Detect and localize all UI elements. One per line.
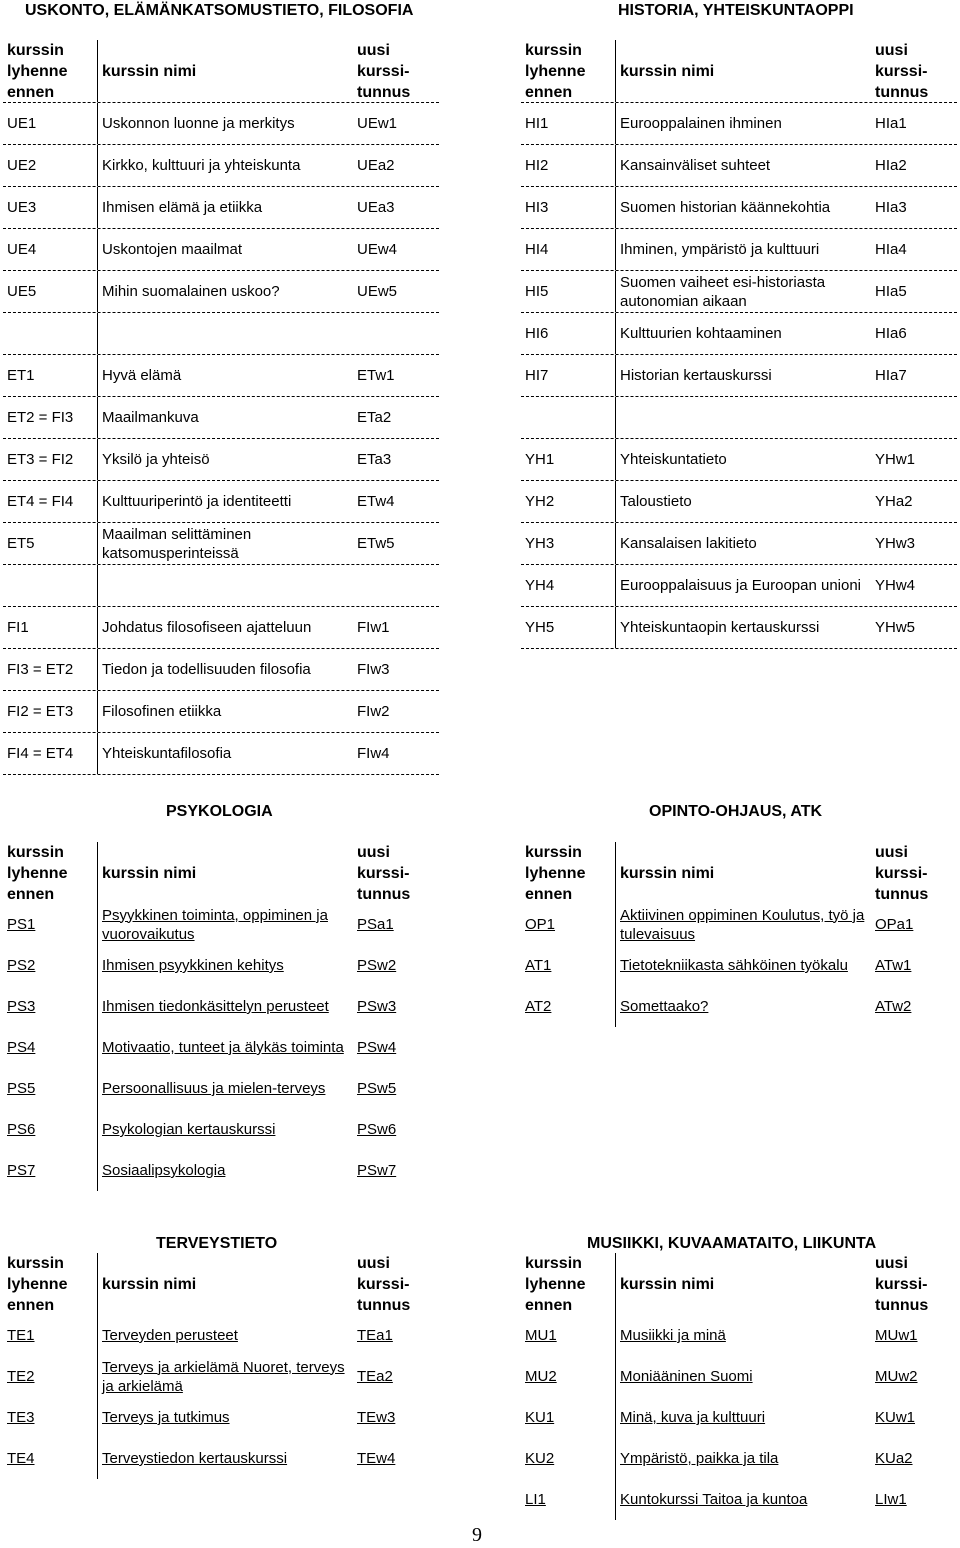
course-name: Kansainväliset suhteet (620, 157, 771, 174)
course-name: Tiedon ja todellisuuden filosofia (102, 661, 311, 678)
table-row (3, 1109, 439, 1150)
old-course-code: YH3 (525, 535, 555, 552)
old-course-code: YH1 (525, 451, 555, 468)
new-course-code: OPa1 (875, 916, 914, 933)
new-course-code: TEw3 (357, 1409, 396, 1426)
table-row (521, 523, 957, 565)
header-old-line: lyhenne (525, 1276, 586, 1293)
course-name: Terveyden perusteet (102, 1327, 238, 1344)
course-name: Yksilö ja yhteisö (102, 451, 210, 468)
table-row (3, 691, 439, 733)
header-old-line: ennen (7, 84, 55, 101)
header-old-line: kurssin (525, 42, 582, 59)
header-old-line: ennen (7, 886, 55, 903)
new-course-code: HIa6 (875, 325, 907, 342)
new-course-code: TEa2 (357, 1368, 393, 1385)
old-course-code: ET1 (7, 367, 35, 384)
section-title: USKONTO, ELÄMÄNKATSOMUSTIETO, FILOSOFIA (25, 2, 414, 19)
new-course-code: HIa3 (875, 199, 907, 216)
old-course-code: HI5 (525, 283, 549, 300)
new-course-code: PSw5 (357, 1080, 397, 1097)
new-course-code: ETa3 (357, 451, 392, 468)
course-name: Minä, kuva ja kulttuuri (620, 1409, 766, 1426)
table-row (521, 1479, 957, 1520)
section-title: HISTORIA, YHTEISKUNTAOPPI (618, 2, 854, 19)
header-old-line: kurssin (525, 844, 582, 861)
header-new-line: kurssi- (875, 1276, 928, 1293)
header-old-line: lyhenne (7, 865, 68, 882)
table-row (521, 439, 957, 481)
course-name: Eurooppalainen ihminen (620, 115, 782, 132)
table-row (521, 271, 957, 313)
header-new-line: kurssi- (357, 63, 410, 80)
table-row (521, 355, 957, 397)
header-old-line: lyhenne (525, 865, 586, 882)
old-course-code: KU1 (525, 1409, 555, 1426)
new-course-code: HIa4 (875, 241, 907, 258)
header-new-line: kurssi- (875, 63, 928, 80)
old-course-code: ET4 = FI4 (7, 493, 74, 510)
old-course-code: TE1 (7, 1327, 35, 1344)
header-old-code (525, 40, 585, 103)
header-old-line: ennen (7, 1297, 55, 1314)
new-course-code: TEa1 (357, 1327, 393, 1344)
old-course-code: UE3 (7, 199, 37, 216)
table-row (3, 649, 439, 691)
course-name: Yhteiskuntafilosofia (102, 745, 232, 762)
header-new-code (875, 842, 928, 905)
header-course-name: kurssin nimi (102, 865, 197, 882)
course-name: Ihmisen psyykkinen kehitys (102, 957, 284, 974)
old-course-code: UE2 (7, 157, 37, 174)
new-course-code: HIa1 (875, 115, 907, 132)
course-name: Kirkko, kulttuuri ja yhteiskunta (102, 157, 301, 174)
header-old-code (7, 40, 67, 103)
course-name: Moniääninen Suomi (620, 1368, 753, 1385)
header-old-code (7, 1253, 67, 1316)
course-name: Psyykkinen toiminta, oppiminen ja vuorovaikutus (102, 906, 328, 943)
header-new-code (357, 1253, 410, 1316)
table-row (521, 145, 957, 187)
table-row (3, 145, 439, 187)
new-course-code: KUa2 (875, 1450, 913, 1467)
old-course-code: HI3 (525, 199, 549, 216)
new-course-code: LIw1 (875, 1491, 907, 1508)
table-row (3, 481, 439, 523)
header-new-line: uusi (357, 844, 390, 861)
course-name: Filosofinen etiikka (102, 703, 222, 720)
table-row (521, 313, 957, 355)
table-row (521, 397, 957, 439)
course-name: Uskontojen maailmat (102, 241, 243, 258)
new-course-code: UEw5 (357, 283, 398, 300)
table-row (3, 904, 439, 945)
table-header (521, 1253, 957, 1315)
header-old-code (525, 842, 585, 905)
table-header (521, 842, 957, 904)
old-course-code: FI1 (7, 619, 29, 636)
old-course-code: PS4 (7, 1039, 36, 1056)
table-row (521, 607, 957, 649)
new-course-code: ETw1 (357, 367, 395, 384)
new-course-code: FIw4 (357, 745, 390, 762)
header-new-line: kurssi- (875, 865, 928, 882)
header-old-line: kurssin (7, 844, 64, 861)
course-name: Kulttuurien kohtaaminen (620, 325, 782, 342)
table-row (3, 1438, 439, 1479)
course-name: Hyvä elämä (102, 367, 182, 384)
old-course-code: YH5 (525, 619, 555, 636)
new-course-code: ETw5 (357, 535, 395, 552)
table-row (3, 103, 439, 145)
old-course-code: YH4 (525, 577, 555, 594)
table-row (3, 523, 439, 565)
old-course-code: ET2 = FI3 (7, 409, 74, 426)
header-course-name: kurssin nimi (102, 63, 197, 80)
old-course-code: HI2 (525, 157, 549, 174)
course-name: Kulttuuriperintö ja identiteetti (102, 493, 292, 510)
course-name: Maailman selittäminen katsomusperinteissä (102, 525, 252, 562)
new-course-code: TEw4 (357, 1450, 396, 1467)
table-row (521, 986, 957, 1027)
header-old-code (525, 1253, 585, 1316)
header-old-line: lyhenne (7, 1276, 68, 1293)
course-name: Kansalaisen lakitieto (620, 535, 757, 552)
new-course-code: PSw7 (357, 1162, 397, 1179)
course-name: Ympäristö, paikka ja tila (620, 1450, 779, 1467)
table-row (3, 229, 439, 271)
old-course-code: MU1 (525, 1327, 557, 1344)
old-course-code: UE1 (7, 115, 37, 132)
table-row (3, 1068, 439, 1109)
header-old-line: lyhenne (7, 63, 68, 80)
new-course-code: PSa1 (357, 916, 394, 933)
new-course-code: UEa3 (357, 199, 395, 216)
table-row (3, 945, 439, 986)
old-course-code: ET3 = FI2 (7, 451, 74, 468)
header-new-code (357, 40, 410, 103)
new-course-code: ETa2 (357, 409, 392, 426)
new-course-code: HIa2 (875, 157, 907, 174)
table-header (3, 40, 439, 103)
header-new-line: tunnus (875, 84, 929, 101)
old-course-code: YH2 (525, 493, 555, 510)
new-course-code: MUw1 (875, 1327, 918, 1344)
table-row (521, 1356, 957, 1397)
course-name: Historian kertauskurssi (620, 367, 772, 384)
old-course-code: FI4 = ET4 (7, 745, 74, 762)
old-course-code: OP1 (525, 916, 556, 933)
header-course-name: kurssin nimi (102, 1276, 197, 1293)
course-name: Maailmankuva (102, 409, 199, 426)
header-new-line: uusi (357, 1255, 390, 1272)
table-row (521, 1397, 957, 1438)
table-row (521, 187, 957, 229)
old-course-code: KU2 (525, 1450, 555, 1467)
course-name: Kuntokurssi Taitoa ja kuntoa (620, 1491, 808, 1508)
section-title: TERVEYSTIETO (156, 1235, 278, 1252)
old-course-code: UE4 (7, 241, 37, 258)
table-row (3, 439, 439, 481)
course-name: Taloustieto (620, 493, 692, 510)
header-old-line: kurssin (525, 1255, 582, 1272)
table-header (521, 40, 957, 103)
header-course-name: kurssin nimi (620, 865, 715, 882)
course-name: Aktiivinen oppiminen Koulutus, työ ja tulevaisuus (620, 906, 865, 943)
header-new-line: kurssi- (357, 865, 410, 882)
table-row (521, 1315, 957, 1356)
old-course-code: LI1 (525, 1491, 546, 1508)
old-course-code: PS1 (7, 916, 36, 933)
table-row (521, 481, 957, 523)
table-row (3, 1315, 439, 1356)
header-new-line: tunnus (875, 886, 929, 903)
course-name: Terveystiedon kertauskurssi (102, 1450, 288, 1467)
new-course-code: UEw1 (357, 115, 398, 132)
page-number: 9 (472, 1524, 482, 1546)
header-course-name: kurssin nimi (620, 1276, 715, 1293)
header-new-line: uusi (875, 42, 908, 59)
header-new-line: kurssi- (357, 1276, 410, 1293)
course-name: Ihmisen tiedonkäsittelyn perusteet (102, 998, 329, 1015)
table-row (3, 1356, 439, 1397)
table-row (3, 1397, 439, 1438)
course-name: Terveys ja tutkimus (102, 1409, 230, 1426)
old-course-code: HI4 (525, 241, 549, 258)
course-name: Yhteiskuntaopin kertauskurssi (620, 619, 820, 636)
old-course-code: PS6 (7, 1121, 36, 1138)
course-name: Yhteiskuntatieto (620, 451, 727, 468)
header-new-line: tunnus (875, 1297, 929, 1314)
new-course-code: PSw4 (357, 1039, 397, 1056)
course-name: Suomen historian käännekohtia (620, 199, 831, 216)
old-course-code: TE2 (7, 1368, 35, 1385)
header-new-line: tunnus (357, 886, 411, 903)
header-old-line: kurssin (7, 42, 64, 59)
new-course-code: YHw1 (875, 451, 916, 468)
table-header (3, 842, 439, 904)
table-header (3, 1253, 439, 1315)
table-row (3, 986, 439, 1027)
new-course-code: PSw2 (357, 957, 397, 974)
course-name: Mihin suomalainen uskoo? (102, 283, 280, 300)
section-title: MUSIIKKI, KUVAAMATAITO, LIIKUNTA (587, 1235, 877, 1252)
new-course-code: FIw1 (357, 619, 390, 636)
course-name: Musiikki ja minä (620, 1327, 726, 1344)
course-name: Motivaatio, tunteet ja älykäs toiminta (102, 1039, 344, 1056)
new-course-code: YHw4 (875, 577, 916, 594)
course-name: Ihmisen elämä ja etiikka (102, 199, 263, 216)
old-course-code: PS2 (7, 957, 36, 974)
table-row (521, 103, 957, 145)
table-row (521, 1438, 957, 1479)
new-course-code: YHw5 (875, 619, 916, 636)
header-old-line: lyhenne (525, 63, 586, 80)
old-course-code: AT1 (525, 957, 552, 974)
table-row (3, 187, 439, 229)
header-new-code (357, 842, 410, 905)
table-row (3, 1150, 439, 1191)
course-name: Psykologian kertauskurssi (102, 1121, 276, 1138)
table-row (521, 565, 957, 607)
old-course-code: TE3 (7, 1409, 35, 1426)
header-old-code (7, 842, 67, 905)
new-course-code: MUw2 (875, 1368, 918, 1385)
new-course-code: YHw3 (875, 535, 916, 552)
old-course-code: TE4 (7, 1450, 35, 1467)
old-course-code: FI3 = ET2 (7, 661, 74, 678)
table-row (3, 607, 439, 649)
table-row (3, 1027, 439, 1068)
new-course-code: KUw1 (875, 1409, 916, 1426)
old-course-code: ET5 (7, 535, 35, 552)
new-course-code: ATw1 (875, 957, 912, 974)
section-title: PSYKOLOGIA (166, 803, 273, 820)
header-new-line: tunnus (357, 1297, 411, 1314)
course-name: Somettaako? (620, 998, 709, 1015)
new-course-code: FIw2 (357, 703, 390, 720)
new-course-code: ATw2 (875, 998, 912, 1015)
new-course-code: PSw6 (357, 1121, 397, 1138)
table-row (3, 271, 439, 313)
new-course-code: UEw4 (357, 241, 398, 258)
old-course-code: HI1 (525, 115, 549, 132)
course-name: Ihminen, ympäristö ja kulttuuri (620, 241, 820, 258)
table-row (3, 355, 439, 397)
header-new-line: uusi (875, 1255, 908, 1272)
new-course-code: ETw4 (357, 493, 395, 510)
header-old-line: ennen (525, 886, 573, 903)
old-course-code: MU2 (525, 1368, 557, 1385)
new-course-code: HIa7 (875, 367, 907, 384)
course-name: Terveys ja arkielämä Nuoret, terveys ja arkielämä (102, 1358, 345, 1395)
course-name: Sosiaalipsykologia (102, 1162, 226, 1179)
old-course-code: PS3 (7, 998, 36, 1015)
header-old-line: ennen (525, 84, 573, 101)
old-course-code: HI6 (525, 325, 549, 342)
table-row (3, 313, 439, 355)
new-course-code: FIw3 (357, 661, 390, 678)
header-old-line: ennen (525, 1297, 573, 1314)
course-name: Uskonnon luonne ja merkitys (102, 115, 295, 132)
old-course-code: AT2 (525, 998, 552, 1015)
section-title: OPINTO-OHJAUS, ATK (649, 803, 823, 820)
old-course-code: FI2 = ET3 (7, 703, 74, 720)
old-course-code: PS5 (7, 1080, 36, 1097)
old-course-code: HI7 (525, 367, 549, 384)
table-row (3, 733, 439, 775)
header-new-line: tunnus (357, 84, 411, 101)
course-name: Persoonallisuus ja mielen-terveys (102, 1080, 326, 1097)
header-new-code (875, 40, 928, 103)
table-row (3, 397, 439, 439)
new-course-code: PSw3 (357, 998, 397, 1015)
course-name: Eurooppalaisuus ja Euroopan unioni (620, 577, 862, 594)
table-row (521, 945, 957, 986)
header-new-line: uusi (875, 844, 908, 861)
new-course-code: UEa2 (357, 157, 395, 174)
header-new-line: uusi (357, 42, 390, 59)
table-row (521, 904, 957, 945)
course-name: Johdatus filosofiseen ajatteluun (102, 619, 312, 636)
header-new-code (875, 1253, 928, 1316)
old-course-code: PS7 (7, 1162, 36, 1179)
new-course-code: HIa5 (875, 283, 907, 300)
table-row (521, 229, 957, 271)
header-old-line: kurssin (7, 1255, 64, 1272)
header-course-name: kurssin nimi (620, 63, 715, 80)
old-course-code: UE5 (7, 283, 37, 300)
course-name: Suomen vaiheet esi-historiasta autonomian aikaan (620, 273, 826, 310)
course-name: Tietotekniikasta sähköinen työkalu (620, 957, 848, 974)
table-row (3, 565, 439, 607)
new-course-code: YHa2 (875, 493, 913, 510)
